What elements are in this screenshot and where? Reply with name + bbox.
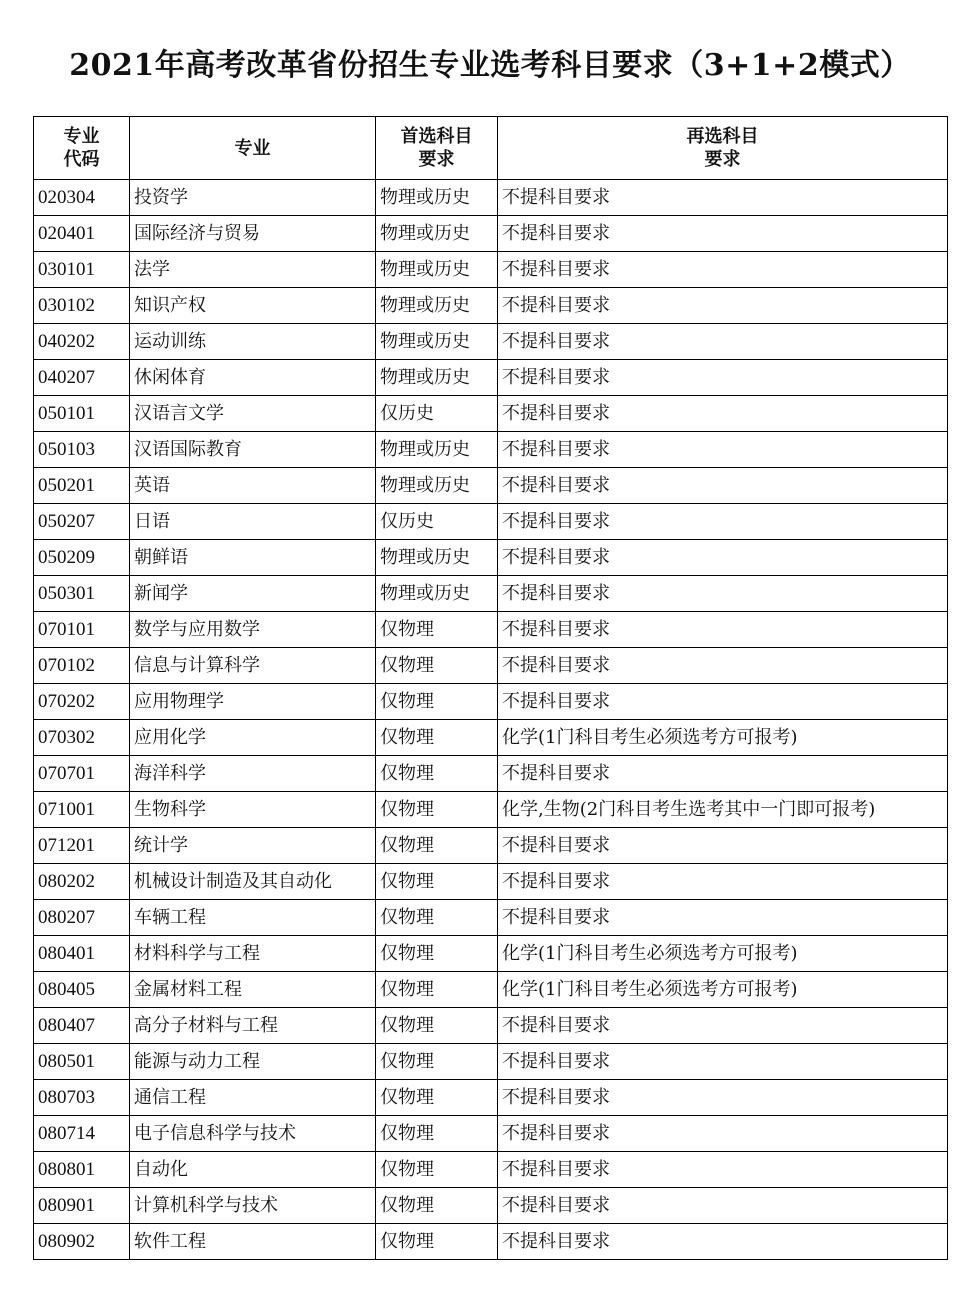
cell-second-subject: 不提科目要求 (498, 1188, 948, 1224)
cell-second-subject: 不提科目要求 (498, 756, 948, 792)
table-header-row (34, 117, 948, 180)
table-row (34, 288, 948, 324)
cell-code: 080407 (34, 1008, 130, 1044)
cell-code: 080902 (34, 1224, 130, 1260)
cell-major: 汉语国际教育 (130, 432, 376, 468)
cell-code: 030101 (34, 252, 130, 288)
cell-first-subject: 仅物理 (376, 1224, 498, 1260)
cell-code: 040207 (34, 360, 130, 396)
cell-first-subject: 仅物理 (376, 828, 498, 864)
cell-code: 050207 (34, 504, 130, 540)
cell-first-subject: 物理或历史 (376, 540, 498, 576)
cell-code: 050201 (34, 468, 130, 504)
cell-first-subject: 物理或历史 (376, 576, 498, 612)
cell-major: 高分子材料与工程 (130, 1008, 376, 1044)
cell-major: 数学与应用数学 (130, 612, 376, 648)
cell-second-subject: 不提科目要求 (498, 900, 948, 936)
cell-major: 朝鲜语 (130, 540, 376, 576)
cell-first-subject: 仅物理 (376, 936, 498, 972)
cell-code: 080405 (34, 972, 130, 1008)
table-row (34, 792, 948, 828)
table-row (34, 612, 948, 648)
cell-code: 080714 (34, 1116, 130, 1152)
table-row (34, 396, 948, 432)
cell-code: 050209 (34, 540, 130, 576)
header-second-line-2: 要求 (704, 149, 741, 170)
header-major: 专业 (130, 117, 376, 180)
cell-major: 通信工程 (130, 1080, 376, 1116)
cell-code: 070302 (34, 720, 130, 756)
cell-major: 机械设计制造及其自动化 (130, 864, 376, 900)
cell-first-subject: 物理或历史 (376, 252, 498, 288)
cell-second-subject: 不提科目要求 (498, 288, 948, 324)
header-second-subject (498, 117, 948, 180)
requirements-table (33, 116, 948, 1260)
table-row (34, 540, 948, 576)
cell-code: 080401 (34, 936, 130, 972)
table-row (34, 648, 948, 684)
cell-major: 应用物理学 (130, 684, 376, 720)
header-first-subject (376, 117, 498, 180)
cell-major: 电子信息科学与技术 (130, 1116, 376, 1152)
table-row (34, 504, 948, 540)
cell-first-subject: 仅物理 (376, 612, 498, 648)
cell-second-subject: 不提科目要求 (498, 180, 948, 216)
cell-code: 071001 (34, 792, 130, 828)
cell-code: 040202 (34, 324, 130, 360)
cell-second-subject: 不提科目要求 (498, 864, 948, 900)
cell-second-subject: 不提科目要求 (498, 540, 948, 576)
cell-first-subject: 物理或历史 (376, 288, 498, 324)
cell-code: 020304 (34, 180, 130, 216)
cell-second-subject: 不提科目要求 (498, 612, 948, 648)
cell-major: 海洋科学 (130, 756, 376, 792)
table-row (34, 180, 948, 216)
table-row (34, 1152, 948, 1188)
cell-second-subject: 不提科目要求 (498, 1224, 948, 1260)
cell-second-subject: 不提科目要求 (498, 396, 948, 432)
header-second-line-1: 再选科目 (686, 126, 759, 147)
cell-first-subject: 物理或历史 (376, 432, 498, 468)
cell-first-subject: 仅物理 (376, 1080, 498, 1116)
cell-first-subject: 仅历史 (376, 504, 498, 540)
cell-major: 能源与动力工程 (130, 1044, 376, 1080)
table-row (34, 1044, 948, 1080)
cell-second-subject: 不提科目要求 (498, 1116, 948, 1152)
table-row (34, 1080, 948, 1116)
header-code-line-2: 代码 (63, 149, 100, 170)
cell-first-subject: 物理或历史 (376, 324, 498, 360)
cell-first-subject: 仅物理 (376, 1116, 498, 1152)
cell-major: 法学 (130, 252, 376, 288)
cell-second-subject: 不提科目要求 (498, 828, 948, 864)
table-row (34, 936, 948, 972)
cell-second-subject: 不提科目要求 (498, 252, 948, 288)
cell-second-subject: 不提科目要求 (498, 468, 948, 504)
cell-second-subject: 不提科目要求 (498, 684, 948, 720)
cell-second-subject: 不提科目要求 (498, 1008, 948, 1044)
cell-first-subject: 仅物理 (376, 1008, 498, 1044)
cell-first-subject: 物理或历史 (376, 360, 498, 396)
header-code-line-1: 专业 (63, 126, 100, 147)
cell-major: 材料科学与工程 (130, 936, 376, 972)
cell-code: 030102 (34, 288, 130, 324)
cell-first-subject: 物理或历史 (376, 216, 498, 252)
cell-major: 日语 (130, 504, 376, 540)
cell-major: 统计学 (130, 828, 376, 864)
cell-major: 知识产权 (130, 288, 376, 324)
table-row (34, 864, 948, 900)
cell-major: 车辆工程 (130, 900, 376, 936)
cell-first-subject: 仅物理 (376, 648, 498, 684)
table-row (34, 1188, 948, 1224)
table-row (34, 1008, 948, 1044)
cell-first-subject: 仅物理 (376, 720, 498, 756)
cell-code: 070701 (34, 756, 130, 792)
cell-code: 080202 (34, 864, 130, 900)
cell-major: 信息与计算科学 (130, 648, 376, 684)
cell-major: 计算机科学与技术 (130, 1188, 376, 1224)
cell-code: 080901 (34, 1188, 130, 1224)
cell-second-subject: 不提科目要求 (498, 360, 948, 396)
table-row (34, 684, 948, 720)
cell-second-subject: 不提科目要求 (498, 216, 948, 252)
table-row (34, 828, 948, 864)
cell-second-subject: 不提科目要求 (498, 504, 948, 540)
cell-second-subject: 不提科目要求 (498, 432, 948, 468)
table-row (34, 432, 948, 468)
cell-second-subject: 化学(1门科目考生必须选考方可报考) (498, 936, 948, 972)
cell-first-subject: 仅物理 (376, 756, 498, 792)
cell-major: 软件工程 (130, 1224, 376, 1260)
cell-first-subject: 仅物理 (376, 792, 498, 828)
cell-major: 汉语言文学 (130, 396, 376, 432)
cell-code: 070102 (34, 648, 130, 684)
cell-code: 050101 (34, 396, 130, 432)
table-row (34, 576, 948, 612)
cell-first-subject: 物理或历史 (376, 468, 498, 504)
cell-second-subject: 化学(1门科目考生必须选考方可报考) (498, 972, 948, 1008)
cell-code: 070202 (34, 684, 130, 720)
cell-code: 080207 (34, 900, 130, 936)
cell-first-subject: 仅物理 (376, 900, 498, 936)
cell-code: 070101 (34, 612, 130, 648)
cell-code: 050103 (34, 432, 130, 468)
cell-code: 050301 (34, 576, 130, 612)
table-row (34, 1224, 948, 1260)
header-code (34, 117, 130, 180)
cell-code: 080703 (34, 1080, 130, 1116)
cell-second-subject: 化学,生物(2门科目考生选考其中一门即可报考) (498, 792, 948, 828)
table-row (34, 324, 948, 360)
cell-second-subject: 不提科目要求 (498, 324, 948, 360)
cell-first-subject: 仅物理 (376, 1044, 498, 1080)
cell-second-subject: 不提科目要求 (498, 576, 948, 612)
cell-major: 休闲体育 (130, 360, 376, 396)
cell-major: 应用化学 (130, 720, 376, 756)
table-row (34, 216, 948, 252)
header-first-line-2: 要求 (418, 149, 455, 170)
table-row (34, 252, 948, 288)
cell-second-subject: 化学(1门科目考生必须选考方可报考) (498, 720, 948, 756)
cell-code: 080501 (34, 1044, 130, 1080)
table-body (34, 180, 948, 1260)
cell-major: 运动训练 (130, 324, 376, 360)
header-first-line-1: 首选科目 (400, 126, 473, 147)
table-row (34, 900, 948, 936)
cell-first-subject: 仅物理 (376, 972, 498, 1008)
cell-code: 071201 (34, 828, 130, 864)
cell-first-subject: 物理或历史 (376, 180, 498, 216)
table-row (34, 1116, 948, 1152)
cell-second-subject: 不提科目要求 (498, 1080, 948, 1116)
cell-second-subject: 不提科目要求 (498, 1152, 948, 1188)
cell-second-subject: 不提科目要求 (498, 648, 948, 684)
cell-first-subject: 仅物理 (376, 864, 498, 900)
cell-second-subject: 不提科目要求 (498, 1044, 948, 1080)
cell-code: 020401 (34, 216, 130, 252)
cell-first-subject: 仅历史 (376, 396, 498, 432)
cell-major: 英语 (130, 468, 376, 504)
cell-major: 生物科学 (130, 792, 376, 828)
cell-major: 投资学 (130, 180, 376, 216)
cell-major: 自动化 (130, 1152, 376, 1188)
table-row (34, 756, 948, 792)
cell-first-subject: 仅物理 (376, 684, 498, 720)
cell-major: 国际经济与贸易 (130, 216, 376, 252)
cell-first-subject: 仅物理 (376, 1188, 498, 1224)
cell-major: 新闻学 (130, 576, 376, 612)
cell-code: 080801 (34, 1152, 130, 1188)
table-row (34, 360, 948, 396)
table-row (34, 720, 948, 756)
table-row (34, 468, 948, 504)
page-title: 2021年高考改革省份招生专业选考科目要求（3+1+2模式） (69, 48, 911, 83)
cell-major: 金属材料工程 (130, 972, 376, 1008)
table-row (34, 972, 948, 1008)
cell-first-subject: 仅物理 (376, 1152, 498, 1188)
